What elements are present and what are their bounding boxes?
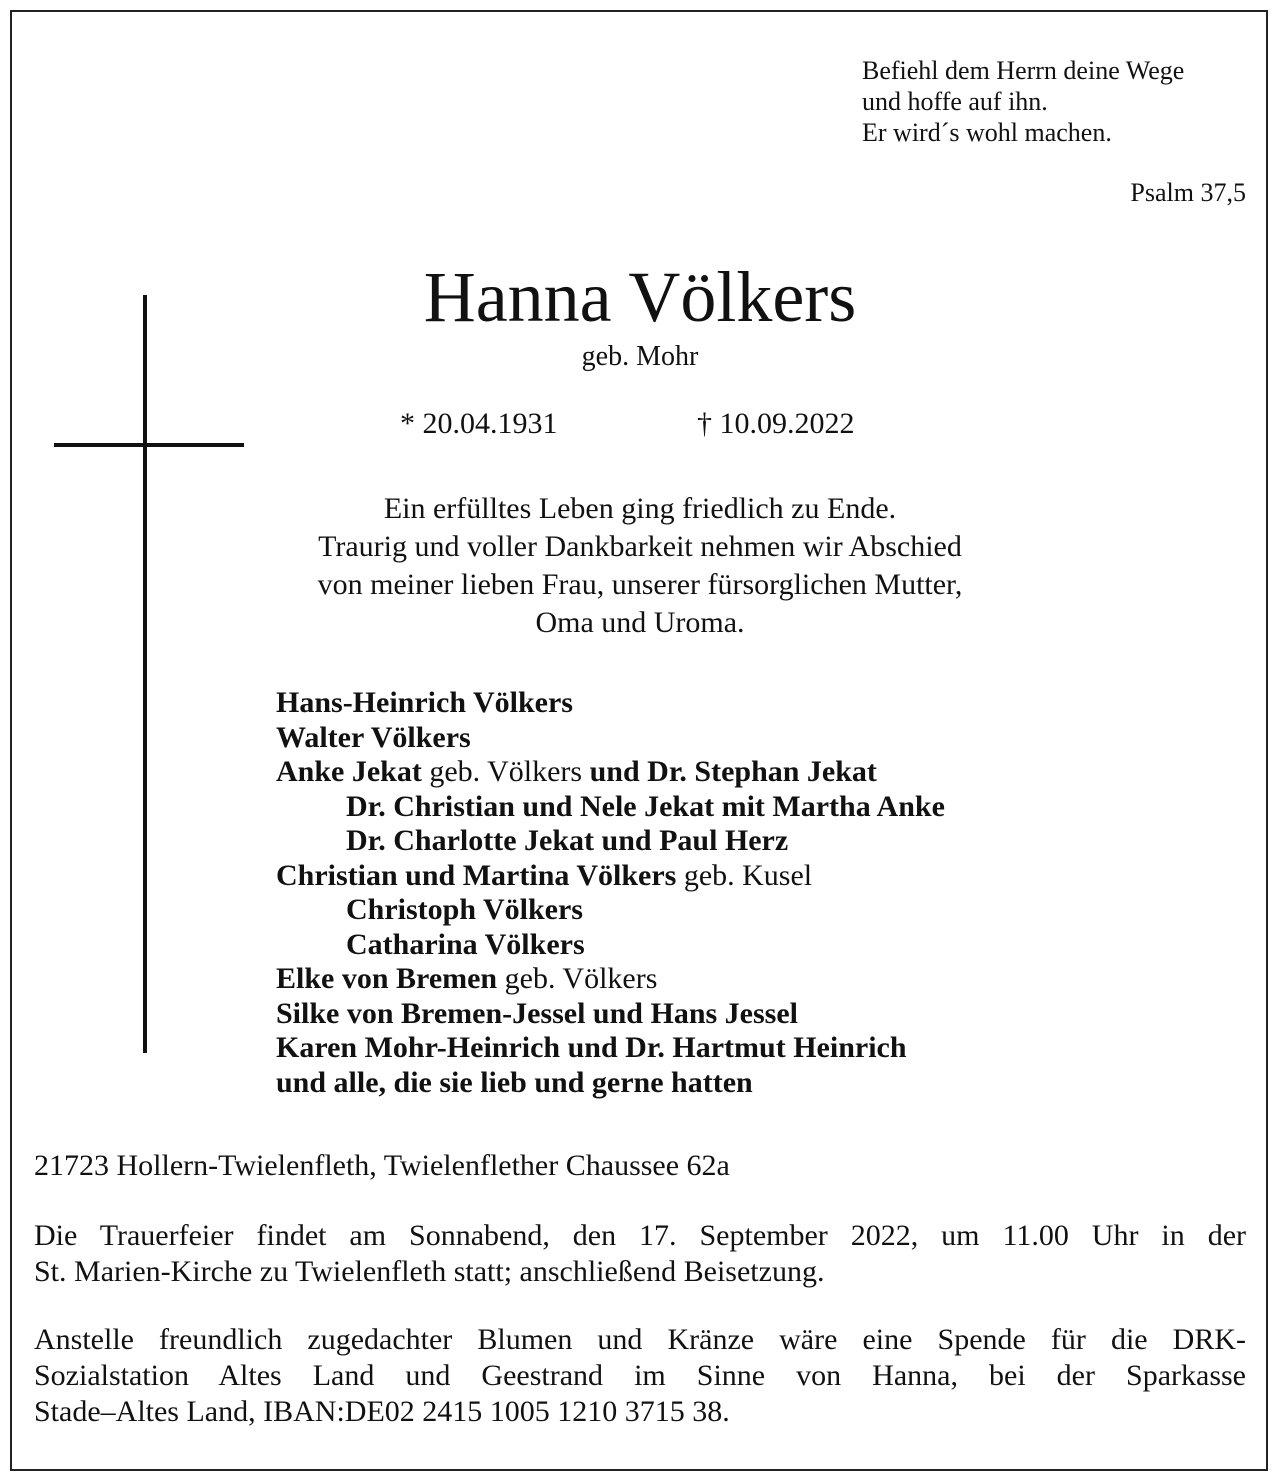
family-member: Christian und Martina Völkers geb. Kusel	[276, 858, 813, 892]
family-member: Hans-Heinrich Völkers	[276, 686, 573, 719]
mourning-line: von meiner lieben Frau, unserer fürsorglichen Mutter,	[317, 568, 963, 601]
cross-icon-vertical	[143, 295, 147, 1053]
birth-date: * 20.04.1931	[400, 407, 558, 440]
family-member: Dr. Christian und Nele Jekat mit Martha Anke	[346, 789, 945, 823]
funeral-line: St. Marien-Kirche zu Twielenfleth statt; anschließend Beisetzung.	[34, 1255, 825, 1288]
verse-line: Er wird´s wohl machen.	[862, 118, 1112, 147]
donation-info	[34, 1322, 1246, 1430]
funeral-info	[34, 1218, 1246, 1290]
family-member: Elke von Bremen geb. Völkers	[276, 962, 658, 995]
family-member: Christoph Völkers	[346, 893, 583, 926]
mourning-line: Oma und Uroma.	[535, 606, 745, 639]
verse-line: Befiehl dem Herrn deine Wege	[862, 56, 1185, 85]
family-member: Karen Mohr-Heinrich und Dr. Hartmut Heinrich	[276, 1031, 907, 1064]
verse-reference: Psalm 37,5	[1130, 178, 1246, 207]
family-member: Anke Jekat geb. Völkers und Dr. Stephan Jekat	[276, 755, 877, 788]
address: 21723 Hollern-Twielenfleth, Twielenflether Chaussee 62a	[34, 1149, 730, 1182]
verse-line: und hoffe auf ihn.	[862, 87, 1048, 116]
death-date: † 10.09.2022	[697, 407, 855, 440]
deceased-name	[0, 255, 1280, 339]
funeral-line: Die Trauerfeier findet am Sonnabend, den 17. September 2022, um 11.00 Uhr in der	[34, 1219, 1246, 1252]
family-member: Walter Völkers	[276, 720, 471, 754]
birth-name: geb. Mohr	[581, 341, 699, 372]
bible-verse	[862, 55, 1184, 148]
family-list	[276, 686, 945, 1100]
donation-line: Stade–Altes Land, IBAN:DE02 2415 1005 1210 3715 38.	[34, 1395, 730, 1428]
donation-line: Anstelle freundlich zugedachter Blumen und Kränze wäre eine Spende für die DRK-	[34, 1323, 1246, 1356]
family-member: Silke von Bremen-Jessel und Hans Jessel	[276, 996, 798, 1030]
cross-icon-horizontal	[54, 443, 244, 447]
mourning-line: Traurig und voller Dankbarkeit nehmen wir Abschied	[318, 530, 962, 563]
mourning-line: Ein erfülltes Leben ging friedlich zu Ende.	[383, 492, 897, 525]
family-member: Catharina Völkers	[346, 927, 585, 961]
family-member: und alle, die sie lieb und gerne hatten	[276, 1065, 753, 1099]
donation-line: Sozialstation Altes Land und Geestrand im Sinne von Hanna, bei der Sparkasse	[34, 1359, 1246, 1392]
deceased-name-text: Hanna Völkers	[423, 257, 857, 337]
family-member: Dr. Charlotte Jekat und Paul Herz	[346, 824, 789, 857]
mourning-text	[240, 490, 1040, 642]
